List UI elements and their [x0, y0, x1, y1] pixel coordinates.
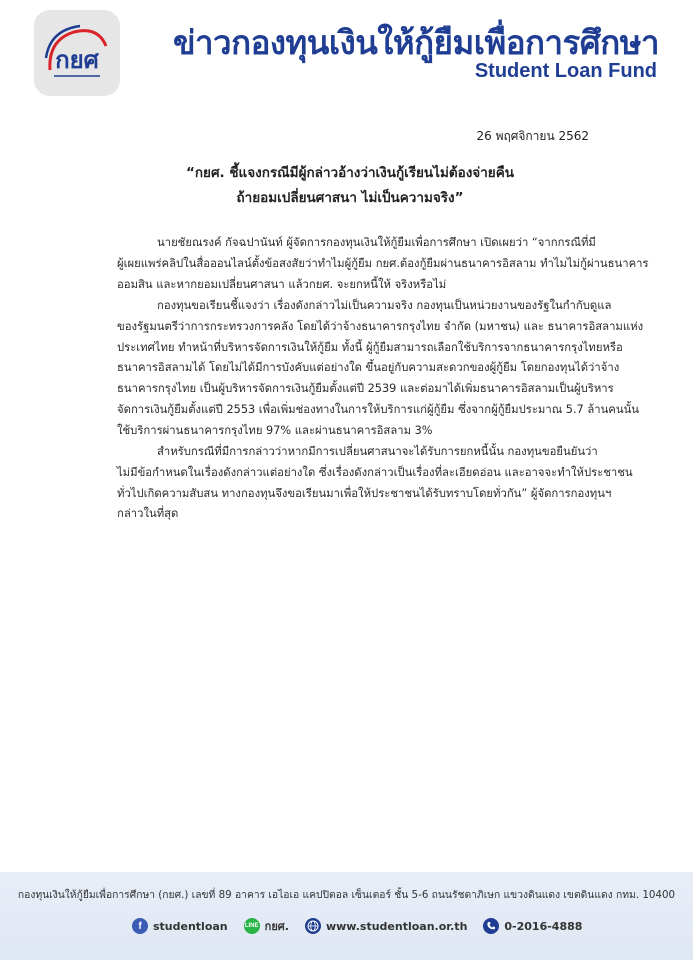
text-line: ใช้บริการผ่านธนาคารกรุงไทย 97% และผ่านธนาคารอิสลาม 3%: [117, 423, 433, 437]
page-subtitle: Student Loan Fund: [474, 60, 657, 82]
paragraph-1: [117, 233, 649, 295]
logo: [34, 10, 120, 96]
headline-line-2: ถ้ายอมเปลี่ยนศาสนา ไม่เป็นความจริง”: [236, 190, 464, 206]
globe-icon: [305, 918, 321, 934]
facebook-handle: studentloan: [153, 919, 228, 933]
text-line: สำหรับกรณีที่มีการกล่าวว่าหากมีการเปลี่ยนศาสนาจะได้รับการยกหนี้นั้น กองทุนขอยืนยันว่า: [157, 445, 598, 458]
line-icon: LINE: [244, 918, 260, 934]
text-line: กล่าวในที่สุด: [117, 507, 179, 521]
contact-website[interactable]: [305, 918, 467, 934]
contact-facebook[interactable]: [132, 918, 228, 934]
page-title: ข่าวกองทุนเงินให้กู้ยืมเพื่อการศึกษา: [172, 23, 659, 62]
document-date: 26 พฤศจิกายน 2562: [476, 129, 589, 143]
paragraph-2: [117, 296, 644, 442]
logo-lettering: กยศ: [55, 46, 99, 74]
text-line: ของรัฐมนตรีว่าการกระทรวงการคลัง โดยได้ว่าจ้างธนาคารกรุงไทย จำกัด (มหาชน) และ ธนาคารอิสลามแห่ง: [117, 319, 644, 333]
facebook-icon: f: [132, 918, 148, 934]
text-line: ธนาคารกรุงไทย เป็นผู้บริหารจัดการเงินกู้ยืมตั้งแต่ปี 2539 และต่อมาได้เพิ่มธนาคารอิสลามเป็นผู้บริหาร: [117, 382, 614, 396]
contact-phone[interactable]: [483, 918, 582, 934]
text-line: ออมสิน และหากยอมเปลี่ยนศาสนา แล้วกยศ. จะยกหนี้ให้ จริงหรือไม่: [117, 277, 447, 291]
text-line: ทั่วไปเกิดความสับสน ทางกองทุนจึงขอเรียนมาเพื่อให้ประชาชนได้รับทราบโดยทั่วกัน” ผู้จัดการกองทุนฯ: [117, 486, 612, 500]
text-line: ผู้เผยแพร่คลิปในสื่อออนไลน์ตั้งข้อสงสัยว่าทำไมผู้กู้ยืม กยศ.ต้องกู้ยืมผ่านธนาคารอิสลาม ทำไมไม่กู้ผ่านธนาคาร: [117, 256, 649, 270]
letterhead: [0, 0, 693, 110]
headline-line-1: “กยศ. ชี้แจงกรณีมีผู้กล่าวอ้างว่าเงินกู้เรียนไม่ต้องจ่ายคืน: [186, 165, 514, 181]
line-handle: กยศ.: [264, 920, 289, 933]
text-line: จัดการเงินกู้ยืมตั้งแต่ปี 2553 เพื่อเพิ่มช่องทางในการให้บริการแก่ผู้กู้ยืม ซึ่งจากผู้กู้ยืมประมาณ 5.7 ล้านคนนั้น: [117, 402, 640, 416]
phone-icon: [483, 918, 499, 934]
text-line: ประเทศไทย ทำหน้าที่บริหารจัดการเงินให้กู้ยืม ทั้งนี้ ผู้กู้ยืมสามารถเลือกใช้บริการจากธนาคารกรุงไทยหรือ: [117, 340, 623, 354]
footer-address: กองทุนเงินให้กู้ยืมเพื่อการศึกษา (กยศ.) เลขที่ 89 อาคาร เอไอเอ แคปปิตอล เซ็นเตอร์ ชั้น 5-6 ถนนรัชดาภิเษก แขวงดินแดง เขตดินแดง กทม. 10400: [17, 889, 676, 901]
phone-number: 0-2016-4888: [504, 919, 583, 933]
contact-line[interactable]: [244, 917, 289, 935]
text-line: ธนาคารอิสลามได้ โดยไม่ได้มีการบังคับแต่อย่างใด ขึ้นอยู่กับความสะดวกของผู้กู้ยืม โดยกองทุนได้ว่าจ้าง: [117, 361, 620, 375]
contact-row: [132, 915, 588, 937]
text-line: นายชัยณรงค์ กัจฉปานันท์ ผู้จัดการกองทุนเงินให้กู้ยืมเพื่อการศึกษา เปิดเผยว่า “จากกรณีที่มี: [157, 236, 596, 249]
text-line: กองทุนขอเรียนชี้แจงว่า เรื่องดังกล่าวไม่เป็นความจริง กองทุนเป็นหน่วยงานของรัฐในกำกับดูแล: [157, 299, 612, 312]
website-url: www.studentloan.or.th: [325, 919, 468, 933]
paragraph-3: [117, 442, 633, 525]
text-line: ไม่มีข้อกำหนดในเรื่องดังกล่าวแต่อย่างใด ซึ่งเรื่องดังกล่าวเป็นเรื่องที่ละเอียดอ่อน และอาจจะทำให้ประชาชน: [117, 465, 633, 479]
footer: [0, 872, 693, 960]
fund-logo-icon: [34, 10, 120, 96]
